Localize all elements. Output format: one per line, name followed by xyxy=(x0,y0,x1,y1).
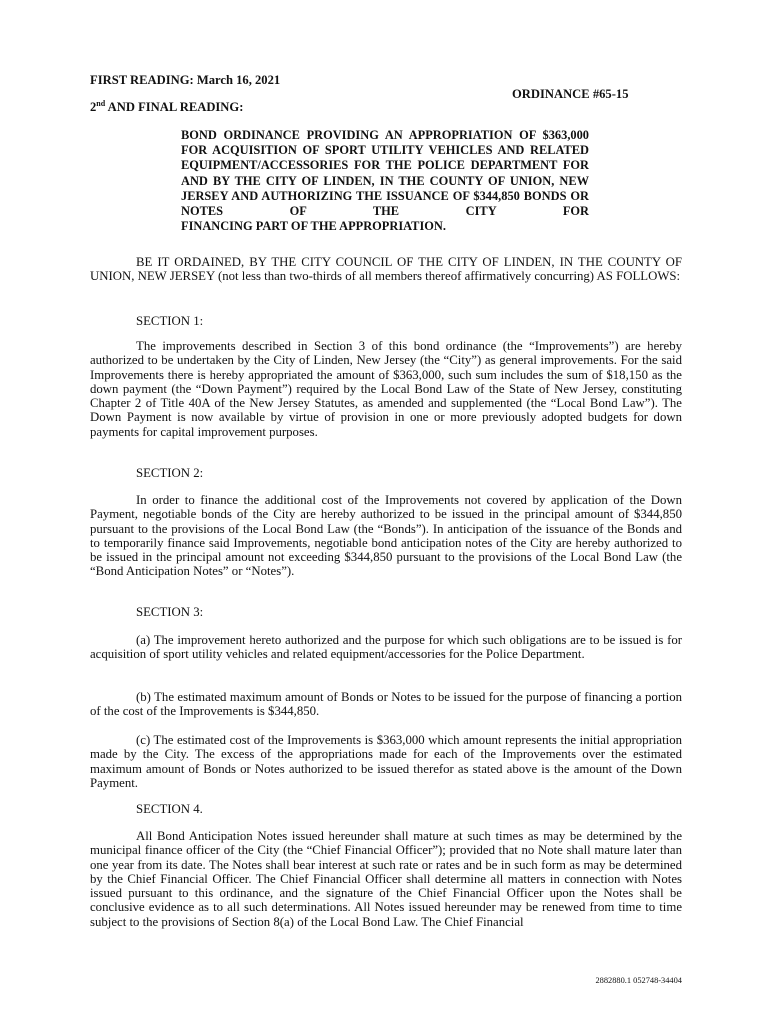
section-4-heading: SECTION 4. xyxy=(136,802,203,816)
ordinance-title-body: BOND ORDINANCE PROVIDING AN APPROPRIATION OF $363,000 FOR ACQUISITION OF SPORT UTILITY VEHICLES AND RELATED EQUIPMENT/ACCESSORIES FOR THE POLICE DEPARTMENT FOR AND BY THE CITY OF LINDEN, IN THE COUNTY OF UNION, NEW JERSEY AND AUTHORIZING THE ISSUANCE OF $344,850 BONDS OR NOTES OF THE CITY FOR xyxy=(181,128,589,219)
section-4-body: All Bond Anticipation Notes issued hereunder shall mature at such times as may be determined by the municipal finance officer of the City (the “Chief Financial Officer”); provided that no Note shall mature later than one year from its date. The Notes shall bear interest at such rate or rates and be in such form as may be determined by the Chief Financial Officer. The Chief Financial Officer shall determine all matters in connection with Notes issued pursuant to this ordinance, and the signature of the Chief Financial Officer upon the Notes shall be conclusive evidence as to all such determinations. All Notes issued hereunder may be renewed from time to time subject to the provisions of Section 8(a) of the Local Bond Law. The Chief Financial xyxy=(90,829,682,929)
ordinance-number: ORDINANCE #65-15 xyxy=(512,87,629,101)
section-3-clause-c: (c) The estimated cost of the Improvements is $363,000 which amount represents the initial appropriation made by the City. The excess of the appropriations made for each of the Improvements over the estimated maximum amount of Bonds or Notes authorized to be issued therefor as stated above is the amount of the Down Payment. xyxy=(90,733,682,790)
section-1-heading: SECTION 1: xyxy=(136,314,204,328)
section-3-heading: SECTION 3: xyxy=(136,605,204,619)
ordinance-title xyxy=(181,128,589,234)
footer-document-id: 2882880.1 052748-34404 xyxy=(595,976,682,985)
section-3-clause-b: (b) The estimated maximum amount of Bonds or Notes to be issued for the purpose of financing a portion of the cost of the Improvements is $344,850. xyxy=(90,690,682,719)
section-2-heading: SECTION 2: xyxy=(136,466,204,480)
second-reading-number: 2 xyxy=(90,100,97,114)
second-reading xyxy=(90,100,243,115)
preamble-paragraph: BE IT ORDAINED, BY THE CITY COUNCIL OF THE CITY OF LINDEN, IN THE COUNTY OF UNION, NEW JERSEY (not less than two-thirds of all members thereof affirmatively concurring) AS FOLLOWS: xyxy=(90,255,682,284)
ordinance-title-last-line: FINANCING PART OF THE APPROPRIATION. xyxy=(181,219,446,234)
section-2-body: In order to finance the additional cost of the Improvements not covered by application of the Down Payment, negotiable bonds of the City are hereby authorized to be issued in the principal amount of $344,850 pursuant to the provisions of the Local Bond Law (the “Bonds”). In anticipation of the issuance of the Bonds and to temporarily finance said Improvements, negotiable bond anticipation notes of the City are hereby authorized to be issued in the principal amount not exceeding $344,850 pursuant to the provisions of the Local Bond Law (the “Bond Anticipation Notes” or “Notes”). xyxy=(90,493,682,579)
first-reading-date: FIRST READING: March 16, 2021 xyxy=(90,73,281,87)
section-1-body: The improvements described in Section 3 of this bond ordinance (the “Improvements”) are hereby authorized to be undertaken by the City of Linden, New Jersey (the “City”) as general improvements. For the said Improvements there is hereby appropriated the amount of $363,000, such sum includes the sum of $18,150 as the down payment (the “Down Payment”) required by the Local Bond Law of the State of New Jersey, constituting Chapter 2 of Title 40A of the New Jersey Statutes, as amended and supplemented (the “Local Bond Law”). The Down Payment is now available by virtue of provision in one or more previously adopted budgets for down payments for capital improvement purposes. xyxy=(90,339,682,439)
section-3-clause-a: (a) The improvement hereto authorized and the purpose for which such obligations are to be issued is for acquisition of sport utility vehicles and related equipment/accessories for the Police Department. xyxy=(90,633,682,662)
second-reading-ordinal: nd xyxy=(96,98,106,108)
second-reading-label: AND FINAL READING: xyxy=(105,100,244,114)
